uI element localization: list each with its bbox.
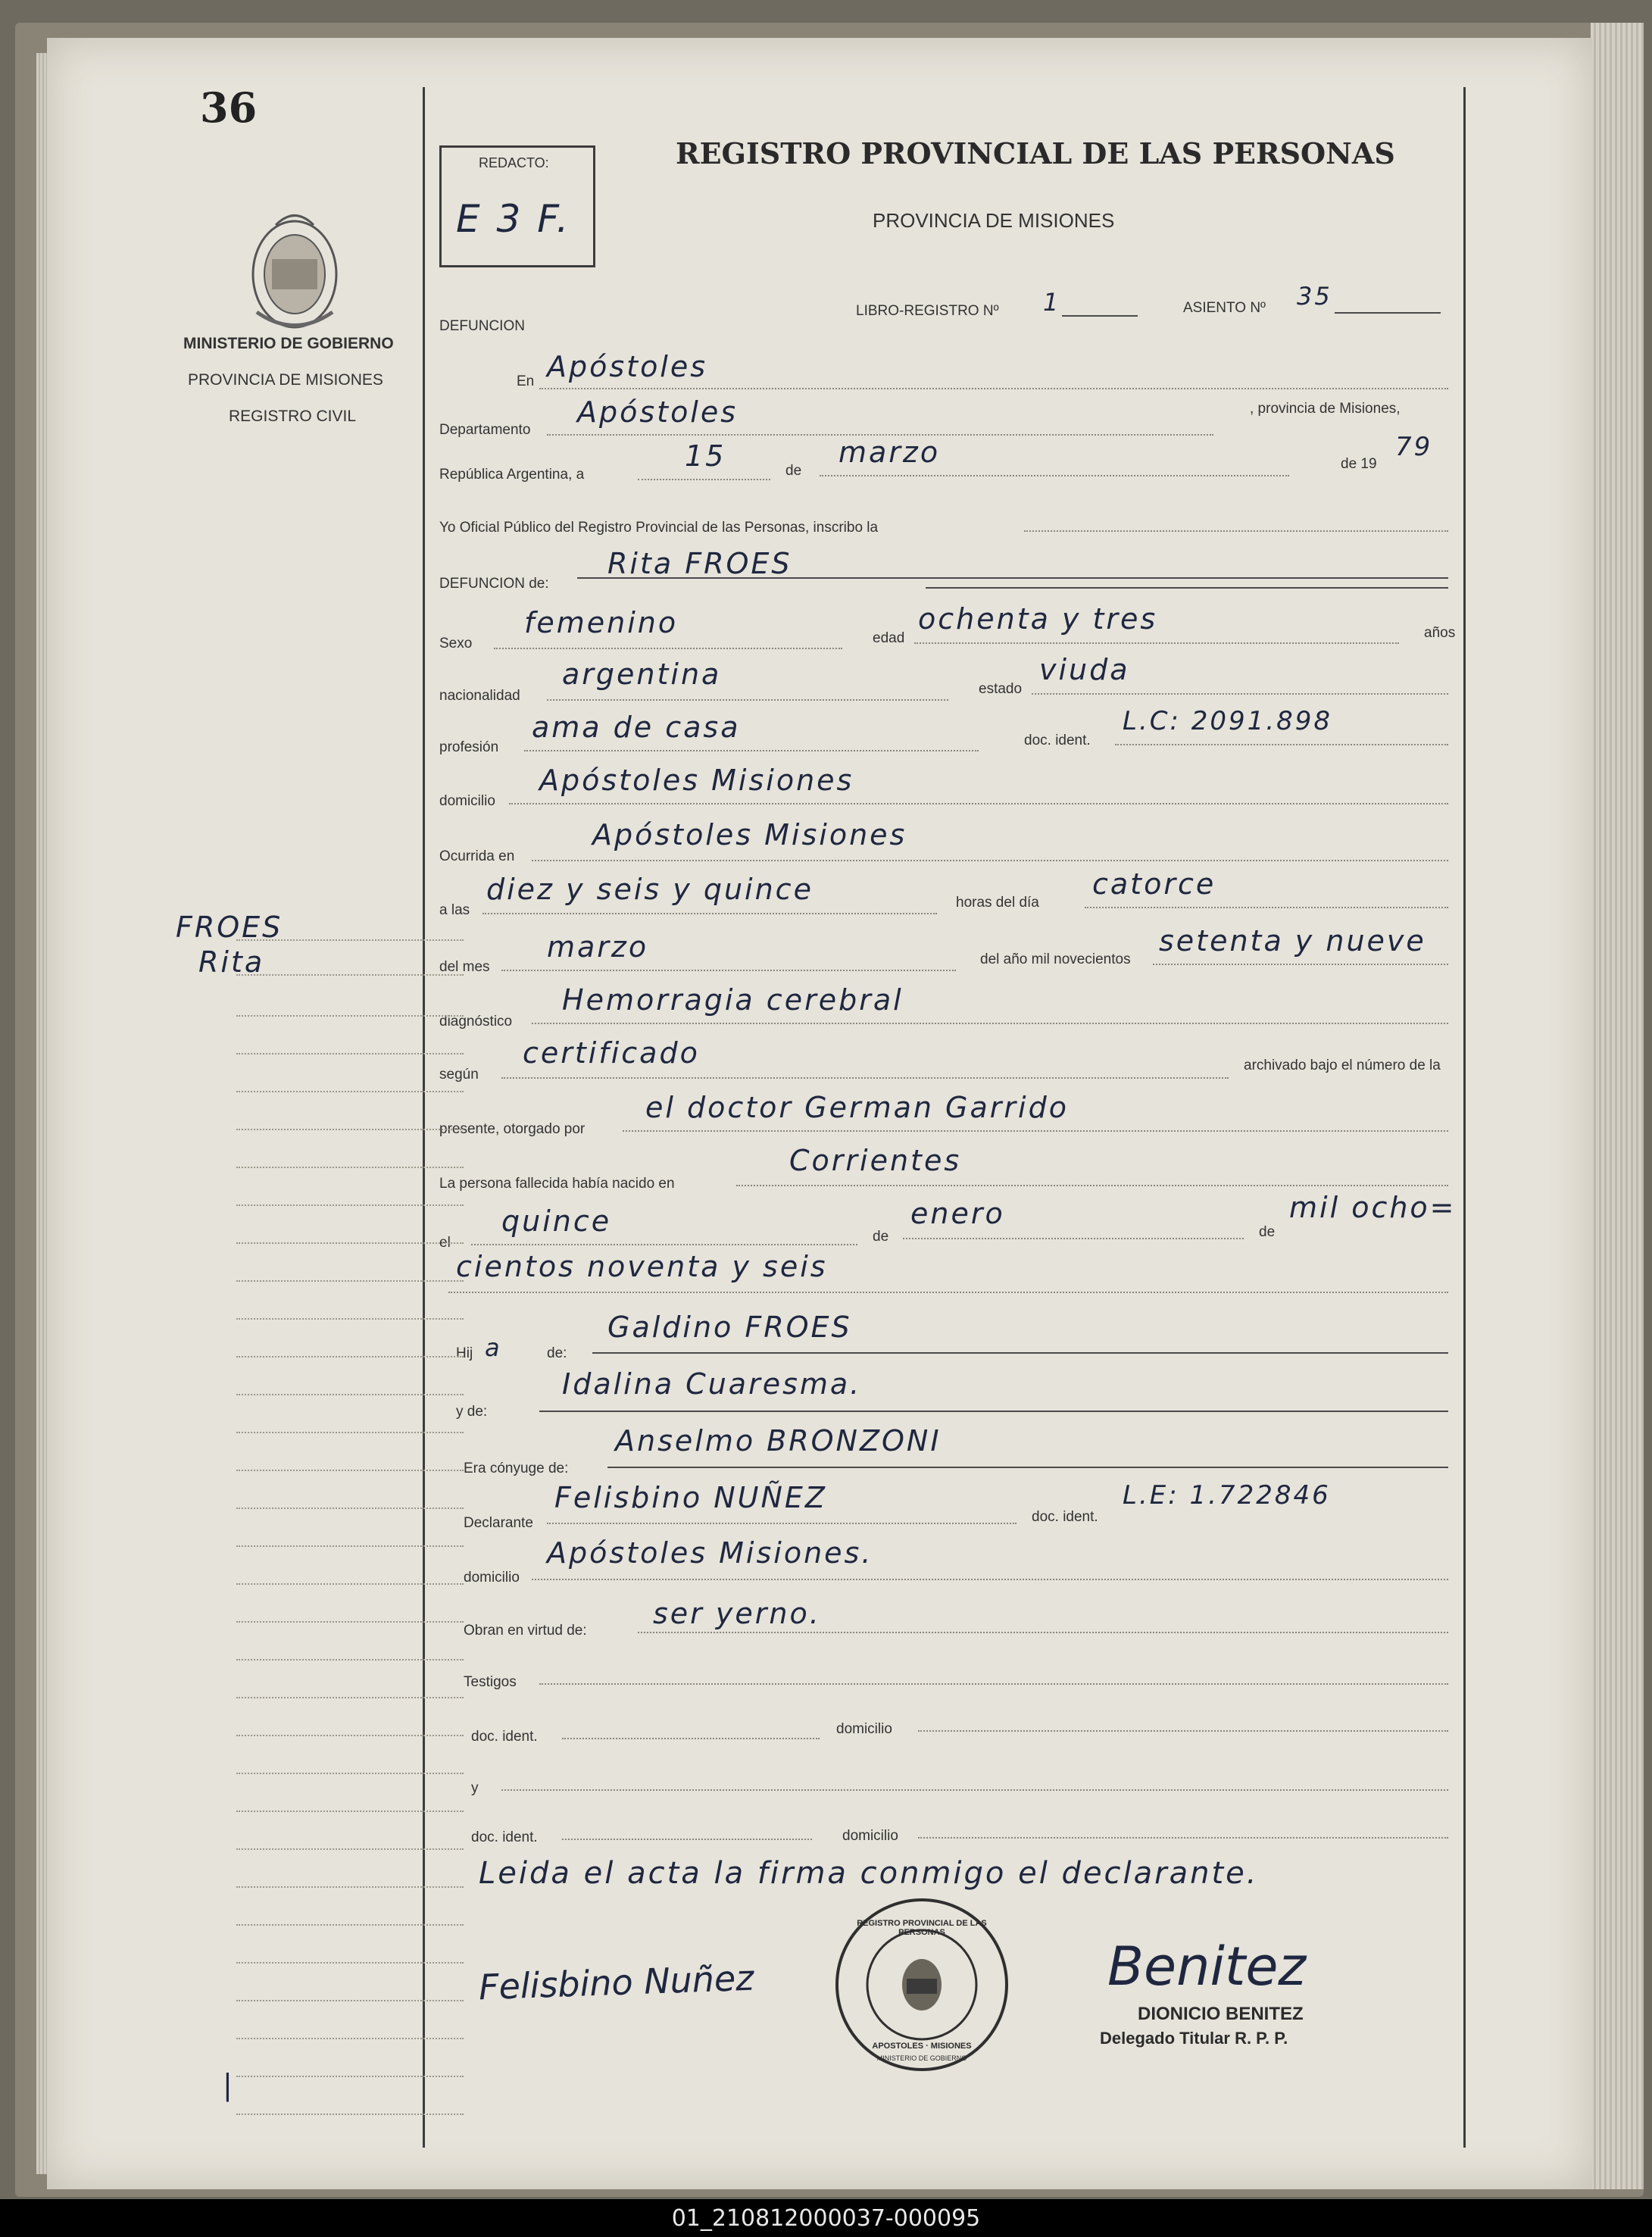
anio2-cont-line (448, 1292, 1448, 1293)
del-anio-label: del año mil novecientos (980, 951, 1131, 967)
del-mes-value: marzo (547, 930, 649, 964)
segun-label: según (439, 1067, 479, 1083)
margin-line (236, 2114, 464, 2115)
margin-line (236, 2000, 464, 2001)
madre-value: Idalina Cuaresma. (562, 1367, 862, 1401)
y-de-label: y de: (456, 1404, 488, 1420)
edad-line (914, 642, 1399, 644)
margin-line (236, 1318, 464, 1320)
margin-line (236, 1356, 464, 1358)
doc-ident-label: doc. ident. (1024, 733, 1091, 748)
margin-line (236, 2038, 464, 2039)
margin-line (236, 1545, 464, 1547)
seal-inner-text: MINISTERIO DE GOBIERNO (876, 2054, 967, 2062)
footer-id: 01_210812000037-000095 (671, 2205, 981, 2232)
libro-value: 1 (1043, 288, 1061, 317)
defuncion-de-label: DEFUNCION de: (439, 576, 549, 592)
diagnostico-line (532, 1023, 1448, 1024)
declarante-line (547, 1523, 1016, 1524)
civil-registry-label: REGISTRO CIVIL (229, 408, 357, 425)
de-label: de (785, 463, 802, 479)
nacido-label: La persona fallecida había nacido en (439, 1176, 675, 1192)
en-label: En (517, 373, 535, 389)
edad-label: edad (873, 630, 905, 646)
doc-ident-line (1115, 744, 1448, 745)
margin-line (236, 1924, 464, 1926)
margin-line (236, 1015, 464, 1017)
margin-line (236, 939, 464, 941)
defuncion-de-line (577, 577, 1448, 579)
official-title: Delegado Titular R. P. P. (1100, 2029, 1288, 2048)
oficial-line (1024, 530, 1448, 532)
act-type-label: DEFUNCION (439, 318, 525, 334)
declarante-value: Felisbino NUÑEZ (554, 1481, 827, 1514)
margin-line (236, 1848, 464, 1850)
domicilio3-label: domicilio (836, 1721, 892, 1737)
margin-line (236, 1432, 464, 1433)
testigos-line (539, 1683, 1448, 1685)
domicilio2-label: domicilio (464, 1570, 520, 1586)
archivado-label: archivado bajo el número de la (1244, 1058, 1441, 1073)
del-mes-line (501, 970, 956, 971)
margin-line (236, 1204, 464, 1206)
seal-text: REGISTRO PROVINCIAL DE LAS PERSONAS (857, 1919, 987, 1937)
doc-ident3-label: doc. ident. (471, 1729, 538, 1745)
edad-value: ochenta y tres (918, 602, 1158, 636)
nacionalidad-line (547, 699, 948, 701)
profesion-line (524, 750, 979, 751)
margin-line (236, 1507, 464, 1509)
margin-line (236, 1962, 464, 1964)
presente-line (623, 1130, 1448, 1132)
oficial-text: Yo Oficial Público del Registro Provincial de las Personas, inscribo la (439, 520, 879, 536)
horas-value: catorce (1092, 867, 1216, 901)
margin-line (236, 1886, 464, 1888)
el-value: quince (501, 1204, 612, 1238)
domicilio-value: Apóstoles Misiones (539, 764, 854, 797)
margin-line (236, 1621, 464, 1623)
margin-line (236, 1129, 464, 1130)
declarante-label: Declarante (464, 1515, 533, 1531)
registry-title: REGISTRO PROVINCIAL DE LAS PERSONAS (676, 136, 1395, 170)
estado-value: viuda (1039, 653, 1130, 686)
domicilio2-line (532, 1579, 1448, 1580)
margin-line (236, 1053, 464, 1054)
closing-text: Leida el acta la firma conmigo el declarante. (479, 1856, 1259, 1891)
provincia-suffix: , provincia de Misiones, (1250, 401, 1401, 417)
registry-subtitle: PROVINCIA DE MISIONES (873, 209, 1115, 232)
page-stack-right (1591, 23, 1644, 2189)
official-signature: Benitez (1107, 1936, 1307, 1998)
margin-line (236, 1659, 464, 1661)
diagnostico-value: Hemorragia cerebral (562, 983, 904, 1017)
sexo-value: femenino (524, 606, 679, 639)
de2-label: de (873, 1229, 889, 1245)
padre-line (592, 1352, 1448, 1354)
margin-line (236, 2076, 464, 2077)
margin-name: Rita (198, 945, 265, 979)
de3-label: de (1259, 1224, 1276, 1240)
hijo-suffix: a (485, 1333, 502, 1362)
madre-line (539, 1411, 1448, 1412)
mes2-value: enero (910, 1197, 1005, 1230)
margin-line (236, 1280, 464, 1282)
ocurrida-line (532, 860, 1448, 861)
domicilio2-value: Apóstoles Misiones. (547, 1536, 873, 1570)
anio2-value: mil ocho= (1289, 1191, 1457, 1224)
domicilio4-label: domicilio (842, 1828, 898, 1844)
de19-label: de 19 (1341, 456, 1377, 472)
conyuge-line (607, 1467, 1448, 1468)
main-frame-left (423, 87, 425, 2148)
doc-ident2-label: doc. ident. (1032, 1509, 1098, 1525)
testigos-label: Testigos (464, 1674, 517, 1690)
y-line (501, 1789, 1448, 1791)
asiento-label: ASIENTO Nº (1183, 300, 1266, 316)
horas-label: horas del día (956, 895, 1039, 911)
anio-value: 79 (1395, 432, 1433, 462)
main-frame-right (1463, 87, 1466, 2148)
margin-line (236, 1697, 464, 1698)
margin-line (236, 1735, 464, 1736)
mes-value: marzo (838, 436, 941, 469)
mes2-line (903, 1238, 1244, 1239)
del-anio-line (1153, 964, 1448, 965)
del-anio-value: setenta y nueve (1159, 924, 1426, 958)
redacto-label: REDACTO: (479, 155, 549, 170)
page-number: 36 (200, 83, 258, 132)
doc-ident3-line (562, 1738, 820, 1739)
a-las-value: diez y seis y quince (486, 873, 814, 906)
ministry-label: MINISTERIO DE GOBIERNO (183, 335, 394, 352)
obran-value: ser yerno. (653, 1597, 821, 1630)
padre-value: Galdino FROES (607, 1311, 852, 1344)
conyuge-label: Era cónyuge de: (464, 1461, 569, 1476)
domicilio-line (509, 803, 1448, 805)
presente-value: el doctor German Garrido (645, 1091, 1069, 1124)
departamento-value: Apóstoles (577, 395, 739, 429)
obran-line (638, 1632, 1448, 1633)
margin-mark: | (223, 2068, 235, 2101)
margin-line (236, 1167, 464, 1168)
nacionalidad-value: argentina (562, 658, 722, 691)
anio2-continuation: cientos noventa y seis (456, 1250, 828, 1283)
margin-line (236, 1470, 464, 1471)
el-line (471, 1244, 857, 1245)
official-name: DIONICIO BENITEZ (1138, 2004, 1304, 2024)
document-page (47, 38, 1592, 2189)
margin-line (236, 1811, 464, 1812)
margin-line (236, 1583, 464, 1585)
obran-label: Obran en virtud de: (464, 1623, 587, 1639)
defuncion-de-line2 (926, 587, 1448, 589)
dia-value: 15 (685, 439, 726, 473)
margin-line (236, 1091, 464, 1092)
redacto-initials: E 3 F. (456, 197, 571, 241)
dia-line (638, 479, 770, 480)
domicilio4-line (918, 1837, 1448, 1839)
ocurrida-label: Ocurrida en (439, 848, 515, 864)
asiento-value: 35 (1297, 282, 1332, 311)
domicilio3-line (918, 1730, 1448, 1732)
segun-line (501, 1077, 1229, 1079)
asiento-line (1335, 312, 1441, 314)
doc-ident2-value: L.E: 1.722846 (1123, 1480, 1331, 1511)
province-label: PROVINCIA DE MISIONES (188, 371, 383, 389)
doc-ident4-label: doc. ident. (471, 1829, 538, 1845)
coat-of-arms-icon (245, 206, 344, 335)
nacido-line (736, 1185, 1448, 1186)
presente-label: presente, otorgado por (439, 1121, 586, 1137)
y-label: y (471, 1780, 479, 1796)
segun-value: certificado (523, 1036, 700, 1070)
nacionalidad-label: nacionalidad (439, 688, 520, 704)
margin-line (236, 1773, 464, 1774)
domicilio-label: domicilio (439, 793, 495, 809)
anos-label: años (1424, 625, 1456, 641)
diagnostico-label: diagnóstico (439, 1014, 513, 1029)
doc-ident4-line (562, 1839, 812, 1840)
el-label: el (439, 1235, 451, 1251)
sexo-line (494, 648, 842, 649)
departamento-label: Departamento (439, 422, 531, 438)
a-las-line (482, 913, 937, 914)
margin-line (236, 1394, 464, 1395)
republica-label: República Argentina, a (439, 467, 585, 483)
mes-line (820, 475, 1289, 476)
profesion-value: ama de casa (532, 711, 741, 744)
margin-line (236, 1242, 464, 1244)
horas-line (1085, 907, 1448, 908)
ocurrida-value: Apóstoles Misiones (592, 818, 907, 851)
declarant-signature: Felisbino Nuñez (478, 1957, 755, 2008)
en-line (539, 388, 1448, 389)
del-mes-label: del mes (439, 959, 490, 975)
a-las-label: a las (439, 902, 470, 918)
doc-ident-value: L.C: 2091.898 (1123, 706, 1332, 736)
margin-surname: FROES (176, 911, 283, 944)
libro-line (1062, 315, 1138, 317)
profesion-label: profesión (439, 739, 499, 755)
libro-label: LIBRO-REGISTRO Nº (856, 303, 999, 319)
conyuge-value: Anselmo BRONZONI (615, 1424, 942, 1457)
footer-bar (0, 2199, 1652, 2237)
estado-line (1032, 693, 1448, 695)
hijo-label: Hij (456, 1345, 473, 1361)
defuncion-de-value: Rita FROES (607, 547, 792, 580)
estado-label: estado (979, 681, 1023, 697)
seal-bottom-text: APOSTOLES · MISIONES (872, 2042, 972, 2051)
hijo-de-label: de: (547, 1345, 567, 1361)
en-value: Apóstoles (547, 350, 708, 383)
margin-line (236, 974, 464, 976)
sexo-label: Sexo (439, 636, 473, 651)
nacido-value: Corrientes (789, 1144, 962, 1177)
